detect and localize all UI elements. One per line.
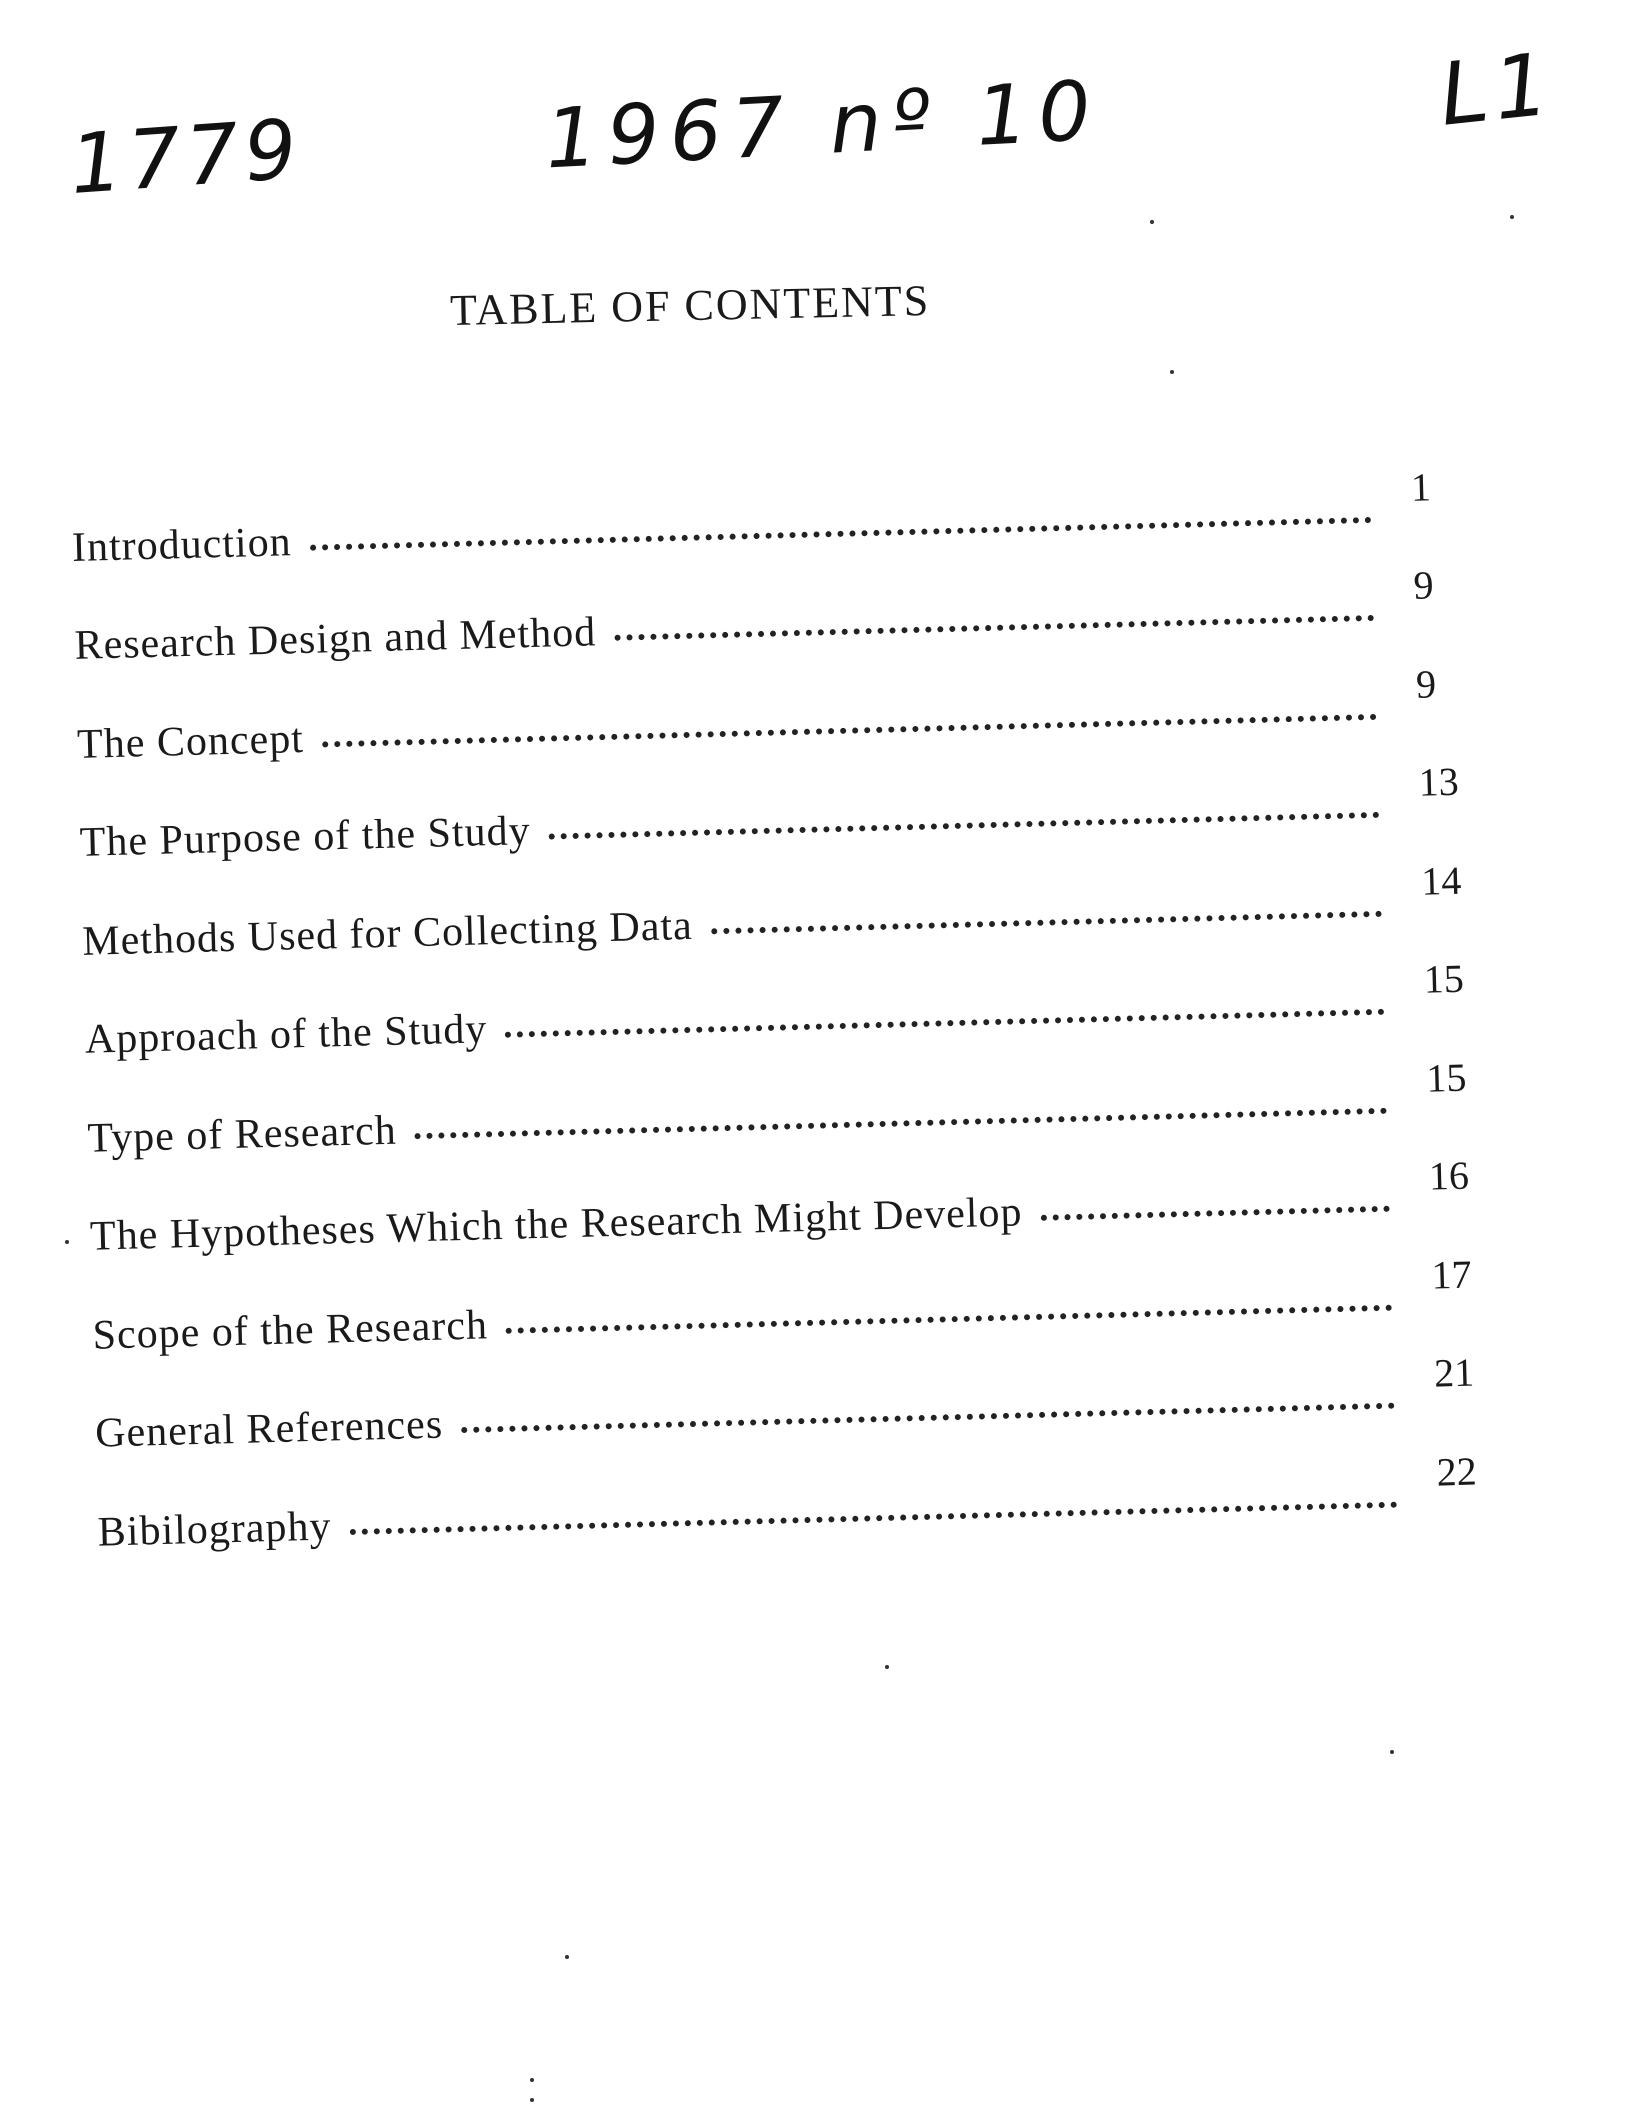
toc-entry-title: Introduction: [71, 518, 293, 571]
toc-dot-leader: [504, 967, 1385, 1038]
toc-entry-page: 16: [1428, 1152, 1470, 1199]
toc-dot-leader: [548, 770, 1380, 840]
toc-entry-title: Research Design and Method: [74, 609, 597, 669]
toc-entry-page: 9: [1415, 660, 1437, 707]
toc-entry-title: The Concept: [76, 715, 305, 768]
scan-speck: [65, 1240, 69, 1244]
handwritten-annotation-center: 1967 nº 10: [542, 63, 1103, 188]
toc-dot-leader: [505, 1262, 1393, 1333]
scan-speck: [1390, 1750, 1394, 1754]
scan-speck: [1150, 220, 1154, 224]
toc-dot-leader: [414, 1065, 1388, 1138]
toc-entry-title: Approach of the Study: [84, 1006, 488, 1063]
toc-entry-page: 17: [1430, 1251, 1473, 1298]
toc-entry-title: The Hypotheses Which the Research Might Develop: [89, 1189, 1024, 1260]
toc-entry-page: 13: [1418, 758, 1460, 805]
toc-entry-title: Bibilography: [97, 1503, 332, 1556]
table-of-contents: [70, 433, 1498, 1556]
toc-entry-page: 15: [1423, 955, 1465, 1002]
scan-speck: [1510, 215, 1514, 219]
toc-entry-page: 14: [1420, 857, 1462, 904]
toc-dot-leader: [710, 868, 1382, 934]
toc-entry-title: General References: [94, 1401, 444, 1457]
toc-entry-title: The Purpose of the Study: [79, 808, 532, 866]
toc-entry-page: 15: [1425, 1054, 1467, 1101]
toc-entry-page: 9: [1412, 562, 1435, 608]
toc-entry-page: 22: [1436, 1448, 1478, 1495]
scan-speck: [565, 1955, 569, 1959]
toc-dot-leader: [348, 1459, 1397, 1534]
toc-entry-title: Scope of the Research: [92, 1301, 489, 1359]
toc-entry-title: Type of Research: [86, 1107, 398, 1162]
toc-dot-leader: [460, 1361, 1395, 1433]
scan-speck: [530, 2098, 534, 2102]
toc-dot-leader: [1039, 1164, 1389, 1221]
scan-speck: [885, 1665, 889, 1669]
handwritten-annotation-left: 1779: [66, 101, 306, 214]
toc-entry-title: Methods Used for Collecting Data: [81, 902, 694, 965]
toc-entry-page: 1: [1410, 463, 1432, 510]
toc-entry-page: 21: [1433, 1349, 1475, 1396]
scan-speck: [530, 2078, 534, 2082]
toc-dot-leader: [613, 573, 1374, 641]
page-title: TABLE OF CONTENTS: [449, 275, 931, 336]
scan-speck: [1170, 370, 1174, 374]
handwritten-annotation-right: L1: [1435, 34, 1560, 146]
